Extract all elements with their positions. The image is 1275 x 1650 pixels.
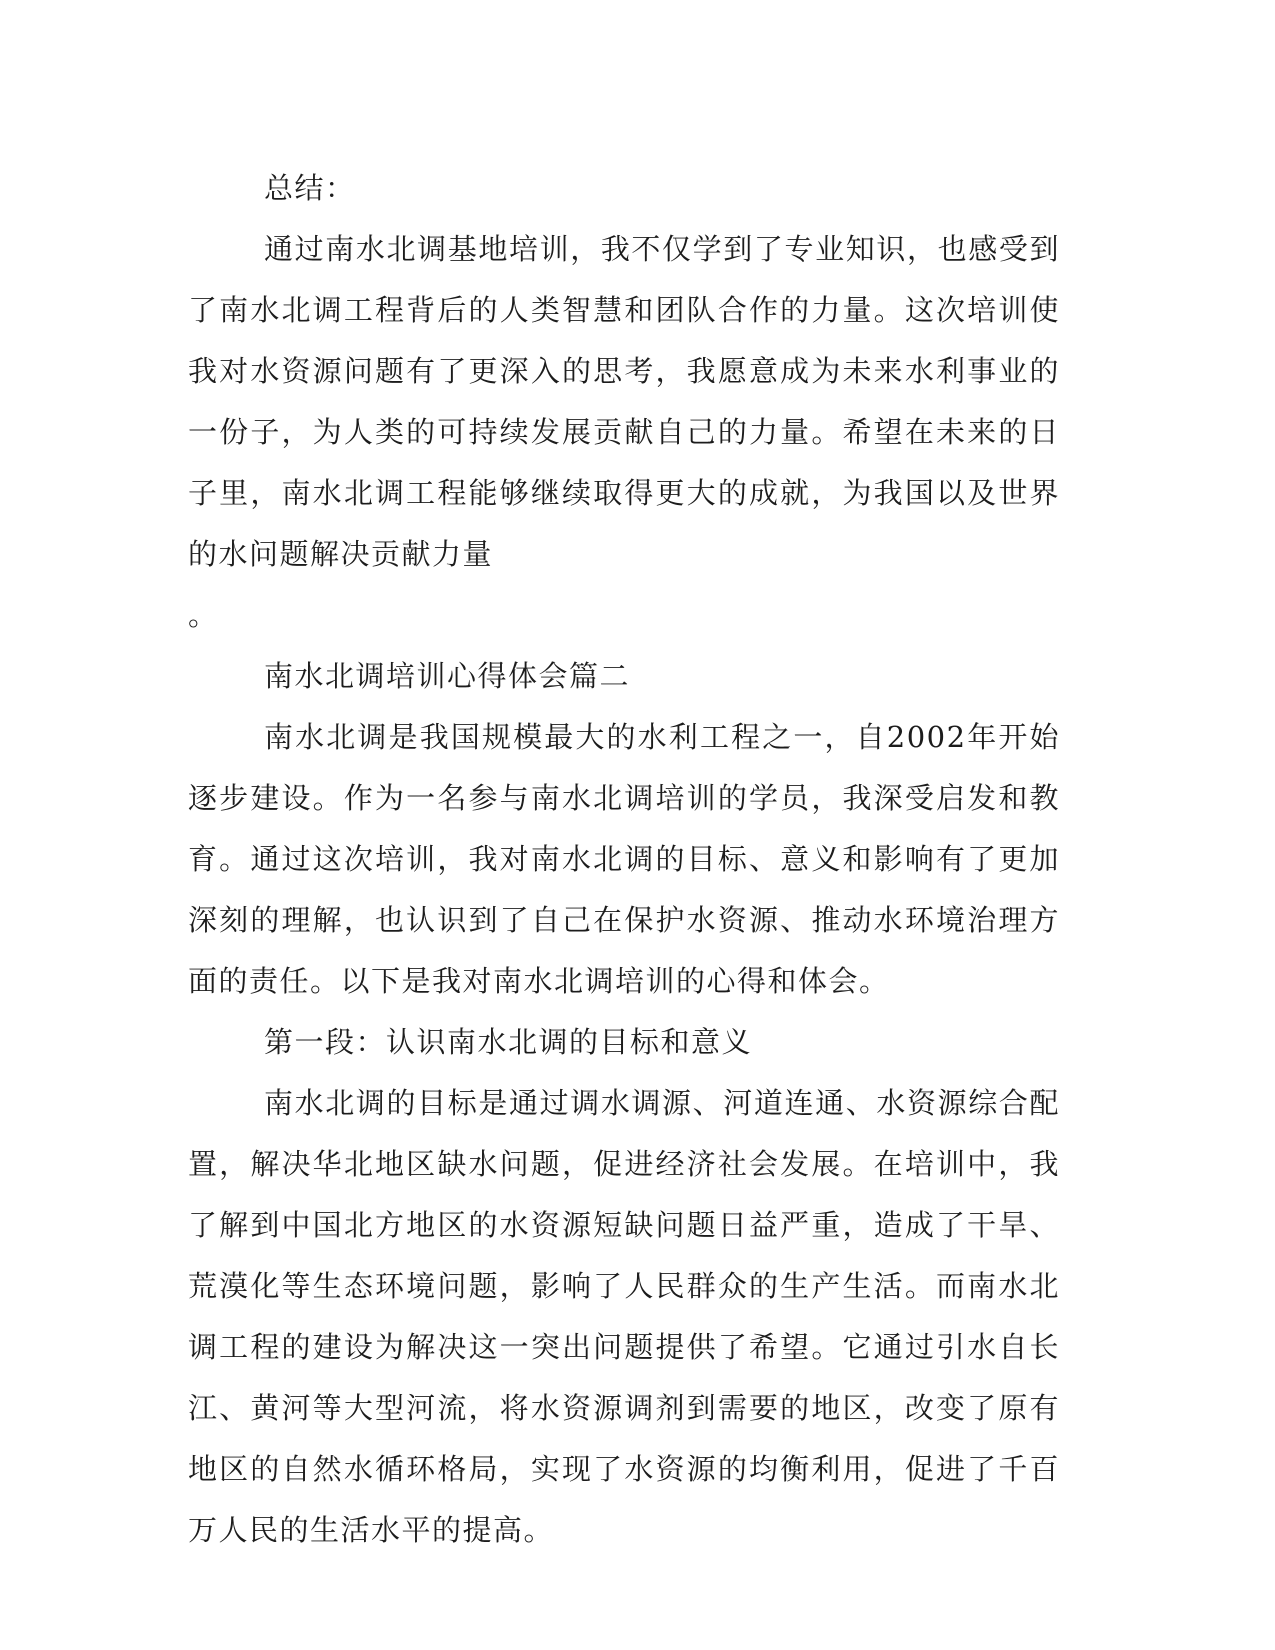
body-paragraph: 南水北调的目标是通过调水调源、河道连通、水资源综合配置，解决华北地区缺水问题，促进经济社会发展。在培训中，我了解到中国北方地区的水资源短缺问题日益严重，造成了干旱、荒漠化等生态环境问题，影响了人民群众的生产生活。而南水北调工程的建设为解决这一突出问题提供了希望。它通过引水自长江、黄河等大型河流，将水资源调剂到需要的地区，改变了原有地区的自然水循环格局，实现了水资源的均衡利用，促进了千百万人民的生活水平的提高。 <box>188 1086 1060 1547</box>
summary-paragraph: 通过南水北调基地培训，我不仅学到了专业知识，也感受到了南水北调工程背后的人类智慧和团队合作的力量。这次培训使我对水资源问题有了更深入的思考，我愿意成为未来水利事业的一份子，为人类的可持续发展贡献自己的力量。希望在未来的日子里，南水北调工程能够继续取得更大的成就，为我国以及世界的水问题解决贡献力量 <box>188 232 1060 571</box>
summary-paragraph-tail: 。 <box>188 598 219 632</box>
paragraph-heading: 第一段：认识南水北调的目标和意义 <box>264 1025 753 1059</box>
intro-paragraph: 南水北调是我国规模最大的水利工程之一，自2002年开始逐步建设。作为一名参与南水北调培训的学员，我深受启发和教育。通过这次培训，我对南水北调的目标、意义和影响有了更加深刻的理解，也认识到了自己在保护水资源、推动水环境治理方面的责任。以下是我对南水北调培训的心得和体会。 <box>188 720 1060 998</box>
section-title: 南水北调培训心得体会篇二 <box>264 659 631 693</box>
summary-heading: 总结： <box>264 171 356 205</box>
document-body <box>188 158 1060 1561</box>
